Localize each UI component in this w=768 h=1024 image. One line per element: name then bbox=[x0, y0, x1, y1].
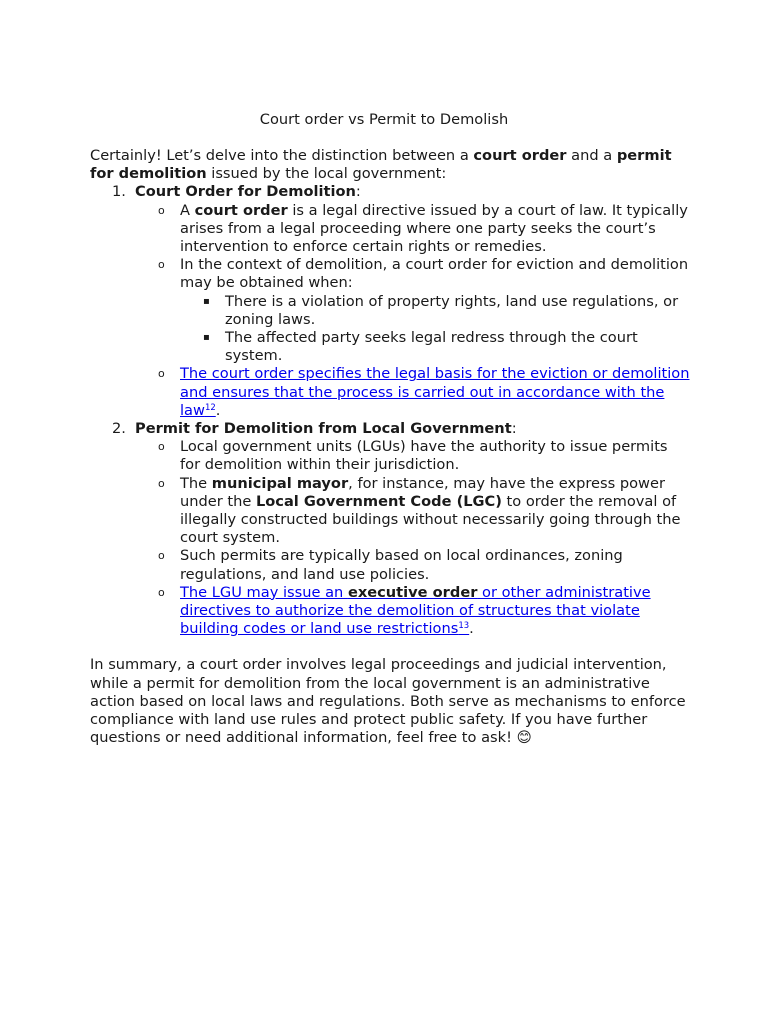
circle-bullet-icon: o bbox=[158, 203, 165, 217]
footnote-ref-13: 13 bbox=[458, 621, 470, 632]
circle-bullet-icon: o bbox=[158, 367, 165, 381]
citation-link-12[interactable] bbox=[180, 365, 689, 418]
item-bold: Local Government Code (LGC) bbox=[255, 492, 502, 510]
section-heading-colon: : bbox=[355, 183, 361, 201]
document-title: Court order vs Permit to Demolish bbox=[259, 111, 509, 128]
intro-text-3: issued by the local government: bbox=[206, 165, 447, 183]
intro-bold-court-order: court order bbox=[473, 147, 567, 164]
list-item bbox=[135, 202, 690, 257]
item-text: A bbox=[180, 201, 195, 219]
item-text: In the context of demolition, a court order for eviction and demolition may be obtained when: bbox=[180, 256, 689, 292]
item-text: Such permits are typically based on local ordinances, zoning regulations, and land use policies. bbox=[180, 547, 623, 583]
conditions-sublist bbox=[180, 293, 690, 366]
section-heading-court-order: Court Order for Demolition bbox=[135, 183, 356, 201]
circle-bullet-icon: o bbox=[158, 549, 165, 563]
item-text: to order the removal of illegally constructed buildings without necessarily going through the court system. bbox=[180, 492, 681, 547]
section-heading-colon: : bbox=[511, 420, 517, 438]
link-text: The court order specifies the legal basis for the eviction or demolition and ensures that the process is carried out in accordance with the law bbox=[180, 365, 690, 419]
circle-bullet-icon: o bbox=[158, 476, 165, 490]
square-bullet-icon: ▪ bbox=[203, 332, 210, 344]
item-text: Local government units (LGUs) have the authority to issue permits for demolition within their jurisdiction. bbox=[180, 438, 668, 474]
item-text: The bbox=[180, 474, 212, 492]
item-text: is a legal directive issued by a court of law. It typically arises from a legal proceeding where one party seeks the court’s intervention to enforce certain rights or remedies. bbox=[180, 201, 688, 256]
court-order-sublist bbox=[135, 202, 690, 420]
list-item bbox=[135, 256, 690, 365]
footnote-ref-12: 12 bbox=[204, 402, 216, 413]
intro-text-1: Certainly! Let’s delve into the distinction between a bbox=[90, 147, 474, 164]
item-text: , for instance, may have the express power under the bbox=[180, 474, 665, 510]
section-court-order bbox=[90, 183, 690, 420]
link-text: The LGU may issue an bbox=[180, 583, 348, 601]
citation-link-13[interactable] bbox=[180, 584, 651, 637]
list-number-2: 2. bbox=[112, 420, 126, 438]
circle-bullet-icon: o bbox=[158, 585, 165, 599]
link-bold-executive-order: executive order bbox=[347, 583, 478, 601]
intro-text-2: and a bbox=[566, 147, 617, 164]
section-permit bbox=[90, 420, 690, 638]
list-item bbox=[180, 329, 690, 365]
list-item bbox=[135, 584, 690, 639]
main-numbered-list bbox=[90, 183, 690, 638]
square-bullet-icon: ▪ bbox=[203, 295, 210, 307]
item-end: . bbox=[215, 401, 221, 419]
item-text: There is a violation of property rights, land use regulations, or zoning laws. bbox=[225, 292, 679, 328]
list-item bbox=[135, 547, 690, 583]
list-item bbox=[135, 438, 690, 474]
section-heading-permit: Permit for Demolition from Local Government bbox=[135, 420, 512, 438]
permit-sublist bbox=[135, 438, 690, 638]
document-body bbox=[90, 147, 690, 748]
list-number-1: 1. bbox=[112, 183, 126, 201]
list-item bbox=[135, 475, 690, 548]
link-text: or other administrative directives to authorize the demolition of structures that violate building codes or land use restrictions bbox=[180, 583, 651, 638]
item-text: The affected party seeks legal redress through the court system. bbox=[225, 329, 638, 365]
item-bold: municipal mayor bbox=[211, 474, 349, 492]
circle-bullet-icon: o bbox=[158, 258, 165, 272]
list-item bbox=[180, 293, 690, 329]
intro-bold-permit: permit for demolition bbox=[90, 147, 672, 183]
item-end: . bbox=[469, 620, 474, 638]
intro-paragraph bbox=[90, 147, 690, 183]
item-bold: court order bbox=[194, 201, 288, 219]
circle-bullet-icon: o bbox=[158, 440, 165, 454]
list-item bbox=[135, 365, 690, 420]
summary-paragraph: In summary, a court order involves legal proceedings and judicial intervention, while a permit for demolition from the local government is an administrative action based on local laws and regulations. Both serve as mechanisms to enforce compliance with land use rules and protect public safety. If you have further questions or need additional information, feel free to ask! 😊 bbox=[90, 656, 686, 747]
